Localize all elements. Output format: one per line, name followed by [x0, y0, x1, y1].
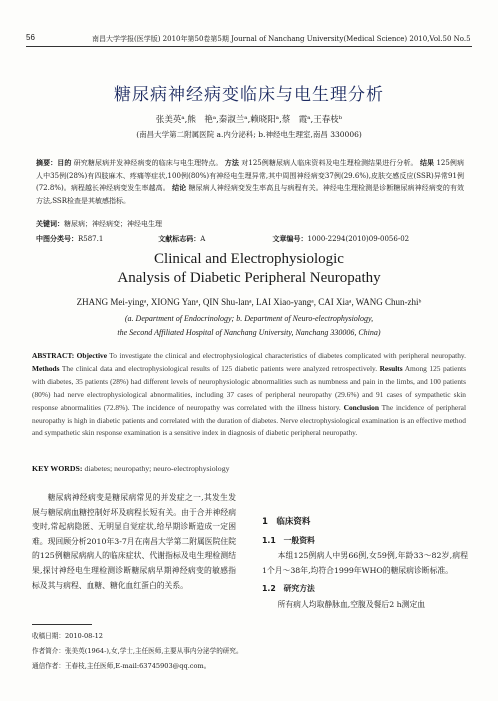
methods-text: 对125例糖尿病人临床资料及电生理检测结果进行分析。: [241, 159, 418, 167]
page-number: 56: [26, 33, 35, 42]
results-en-label: Results: [379, 363, 403, 373]
abstract-label: 摘要：: [36, 159, 58, 167]
footnote-rule: [32, 624, 92, 625]
objective-en-label: Objective: [76, 351, 107, 360]
classification-line: [36, 234, 464, 244]
keywords-en-text: diabetes; neuropathy; neuro-electrophysiology: [84, 464, 230, 473]
affiliation-english: [0, 312, 498, 340]
footnote-correspondence: 通信作者：王春枝,主任医师,E-mail:63745903@qq.com。: [32, 662, 211, 670]
objective-en-text: To investigate the clinical and electrophysiological characteristics of diabetes complicated with peripheral neuropathy.: [109, 351, 466, 360]
footnote-author-info: 作者简介：张美英(1964-),女,学士,主任医师,主要从事内分泌学的研究。: [32, 647, 243, 655]
title-chinese: 糖尿病神经病变临床与电生理分析: [114, 85, 384, 105]
abstract-english: [32, 350, 466, 440]
article-id: 1000-2294(2010)09-0056-02: [307, 235, 410, 243]
intro-paragraph: 糖尿病神经病变是糖尿病常见的并发症之一,其发生发展与糖尿病血糖控制好坏及病程长短有关。由于合并神经病变时,常起病隐匿、无明显自觉症状,给早期诊断造成一定困难。现回顾分析2010年3-7月在南昌大学第二附属医院住院的125例糖尿病病人的临床症状、代谢指标及电生理检测结果,探讨神经电生理检测诊断糖尿病早期神经病变的敏感指标及其与病程、血糖、糖化血红蛋白的关系。: [32, 493, 236, 590]
affiliation-english-line-1: (a. Department of Endocrinology; b. Department of Neuro-electrophysiology,: [124, 314, 374, 323]
affiliation-chinese: (南昌大学第二附属医院 a.内分泌科; b.神经电生理室,南昌 330006): [136, 130, 362, 139]
results-label: 结果: [419, 159, 435, 167]
authors-english: ZHANG Mei-yingᵃ, XIONG Yanᵃ, QIN Shu-lanᵃ, LAI Xiao-yangᵃ, CAI Xiaᵃ, WANG Chun-zhiᵇ: [76, 297, 422, 307]
results-text: 125例病人中35例(28%)有四肢麻木、疼痛等症状,100例(80%)有神经电生理异常,其中周围神经病变37例(29.6%),皮肤交感反应(SSR)异常91例(72.8%)。病程越长神经病变发生率越高。: [36, 159, 464, 193]
clc-label: 中图分类号：: [36, 235, 78, 243]
abstract-chinese: [36, 157, 464, 207]
abstract-en-label: ABSTRACT:: [32, 351, 75, 360]
subsection-1-2-text: 所有病人均取静脉血,空腹及餐后2 h测定血: [277, 600, 426, 609]
methods-en-label: Methods: [32, 363, 60, 373]
doc-code: A: [200, 235, 206, 243]
keywords-english: [32, 464, 466, 473]
subsection-1-1-text: 本组125例病人中男66例,女59例,年龄33～82岁,病程1个月～38年,均符合1999年WHO的糖尿病诊断标准。: [262, 551, 468, 575]
keywords-en-label: KEY WORDS:: [32, 464, 83, 473]
footnote-received: 收稿日期：2010-08-12: [32, 632, 103, 640]
header-rule: [26, 46, 472, 47]
methods-en-text: The clinical data and electrophysiological results of 125 diabetic patients were analyzed retrospectively.: [61, 363, 378, 373]
title-english-line-1: Clinical and Electrophysiologic: [154, 251, 344, 267]
keywords-label: 关键词：: [36, 220, 64, 228]
title-english: [0, 250, 498, 288]
conclusion-label: 结论: [172, 184, 187, 193]
journal-line: 南昌大学学报(医学版) 2010年第50卷第5期 Journal of Nanchang University(Medical Science) 2010,Vol.50 No.5: [92, 35, 471, 43]
authors-chinese: 张美英ᵃ,熊 艳ᵃ,秦淑兰ᵃ,赖晓阳ᵃ,蔡 霞ᵃ,王春枝ᵇ: [155, 115, 343, 125]
methods-label: 方法: [224, 159, 239, 167]
doc-code-label: 文献标志码：: [158, 235, 201, 243]
conclusion-text: 糖尿病人神经病变发生率高且与病程有关。神经电生理检测是诊断糖尿病神经病变的有效方法,SSR检查是其敏感指标。: [36, 184, 465, 205]
objective-label: 目的: [57, 159, 72, 167]
title-english-line-2: Analysis of Diabetic Peripheral Neuropathy: [117, 270, 381, 286]
objective-text: 研究糖尿病并发神经病变的临床与电生理特点。: [73, 159, 223, 167]
keywords-chinese: [36, 219, 464, 229]
subsection-1-1-heading: 1.1 一般资料: [262, 536, 315, 545]
section-1-heading: 1 临床资料: [262, 517, 311, 527]
keywords-text: 糖尿病；神经病变；神经电生理: [64, 220, 162, 228]
conclusion-en-label: Conclusion: [343, 402, 379, 412]
results-en-text: Among 125 patients with diabetes, 35 patients (28%) had different levels of neurophysiologic abnormalities such as numbness and pain in the limbs, and 100 patients (80%) had nerve electrophysiological abnormalities, including 37 cases of peripheral neuropathy (29.6%) and 91 cases of sympathetic skin response abnormalities (72.8%). The incidence of neuropathy was correlated with the illness history.: [32, 363, 466, 412]
subsection-1-2-heading: 1.2 研究方法: [262, 584, 315, 593]
article-id-label: 文章编号：: [272, 235, 308, 243]
clc-code: R587.1: [78, 235, 104, 243]
conclusion-en-text: The incidence of peripheral neuropathy is high in diabetic patients and correlated with the duration of diabetes. Nerve electrophysiological examination is an effective method and sympathetic skin response examination is a sensitive index in diagnosis of diabetic peripheral neuropathy.: [32, 402, 467, 438]
affiliation-english-line-2: the Second Affiliated Hospital of Nanchang University, Nanchang 330006, China): [117, 328, 381, 337]
